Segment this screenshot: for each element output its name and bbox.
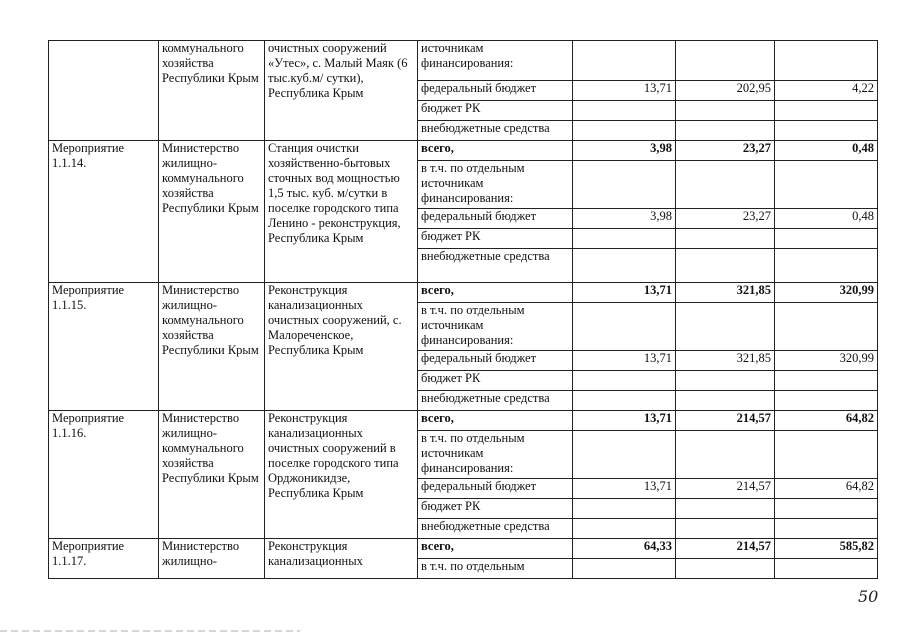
amount-cell	[775, 101, 878, 121]
amount-cell: 13,71	[573, 479, 676, 499]
funding-source-cell: бюджет РК	[418, 229, 573, 249]
amount-cell	[775, 519, 878, 539]
funding-source-cell: внебюджетные средства	[418, 121, 573, 141]
amount-cell: 13,71	[573, 81, 676, 101]
funding-source-cell: бюджет РК	[418, 499, 573, 519]
table-row	[49, 141, 878, 161]
executor-cell: коммунального хозяйства Республики Крым	[159, 41, 265, 141]
funding-source-cell: всего,	[418, 539, 573, 559]
amount-cell: 4,22	[775, 81, 878, 101]
amount-cell	[573, 391, 676, 411]
scan-artifact	[0, 630, 300, 632]
amount-cell	[775, 391, 878, 411]
amount-cell: 321,85	[676, 283, 775, 303]
table-row	[49, 411, 878, 431]
amount-cell: 320,99	[775, 351, 878, 371]
amount-cell: 13,71	[573, 283, 676, 303]
funding-source-cell: бюджет РК	[418, 371, 573, 391]
funding-source-cell: федеральный бюджет	[418, 351, 573, 371]
funding-source-cell: внебюджетные средства	[418, 249, 573, 283]
amount-cell	[676, 41, 775, 81]
amount-cell	[775, 249, 878, 283]
amount-cell	[676, 431, 775, 479]
amount-cell	[573, 229, 676, 249]
amount-cell	[573, 249, 676, 283]
event-cell: Мероприятие 1.1.15.	[49, 283, 159, 411]
object-cell: Реконструкция канализационных	[265, 539, 418, 579]
amount-cell: 3,98	[573, 209, 676, 229]
funding-source-cell: всего,	[418, 411, 573, 431]
amount-cell	[573, 161, 676, 209]
object-cell: Реконструкция канализационных очистных сооружений в поселке городского типа Орджоникидзе, Республика Крым	[265, 411, 418, 539]
table-row	[49, 539, 878, 559]
amount-cell	[775, 371, 878, 391]
funding-source-cell: в т.ч. по отдельным источникам финансирования:	[418, 161, 573, 209]
funding-source-cell: федеральный бюджет	[418, 209, 573, 229]
event-cell	[49, 41, 159, 141]
amount-cell	[573, 519, 676, 539]
amount-cell: 0,48	[775, 141, 878, 161]
amount-cell: 64,82	[775, 479, 878, 499]
amount-cell	[676, 101, 775, 121]
amount-cell	[775, 499, 878, 519]
funding-source-cell: внебюджетные средства	[418, 519, 573, 539]
funding-source-cell: всего,	[418, 283, 573, 303]
object-cell: Станция очистки хозяйственно-бытовых сточных вод мощностью 1,5 тыс. куб. м/сутки в поселке городского типа Ленино - реконструкция, Республика Крым	[265, 141, 418, 283]
funding-source-cell: внебюджетные средства	[418, 391, 573, 411]
table-row	[49, 41, 878, 81]
funding-source-cell: всего,	[418, 141, 573, 161]
amount-cell	[676, 121, 775, 141]
executor-cell: Министерство жилищно-коммунального хозяйства Республики Крым	[159, 141, 265, 283]
amount-cell	[676, 499, 775, 519]
funding-source-cell: федеральный бюджет	[418, 479, 573, 499]
amount-cell	[676, 559, 775, 579]
amount-cell	[775, 559, 878, 579]
amount-cell: 214,57	[676, 539, 775, 559]
amount-cell: 321,85	[676, 351, 775, 371]
table-row	[49, 283, 878, 303]
amount-cell	[676, 371, 775, 391]
amount-cell	[775, 229, 878, 249]
amount-cell	[676, 519, 775, 539]
amount-cell	[573, 41, 676, 81]
amount-cell: 214,57	[676, 411, 775, 431]
amount-cell	[573, 303, 676, 351]
amount-cell	[573, 121, 676, 141]
amount-cell	[676, 229, 775, 249]
event-cell: Мероприятие 1.1.16.	[49, 411, 159, 539]
amount-cell	[573, 431, 676, 479]
amount-cell: 23,27	[676, 141, 775, 161]
funding-source-cell: федеральный бюджет	[418, 81, 573, 101]
amount-cell: 214,57	[676, 479, 775, 499]
amount-cell	[775, 41, 878, 81]
object-cell: Реконструкция канализационных очистных сооружений, с. Малореченское, Республика Крым	[265, 283, 418, 411]
funding-source-cell: в т.ч. по отдельным источникам финансирования:	[418, 431, 573, 479]
amount-cell	[573, 499, 676, 519]
amount-cell	[775, 121, 878, 141]
funding-source-cell: бюджет РК	[418, 101, 573, 121]
amount-cell: 23,27	[676, 209, 775, 229]
amount-cell	[676, 391, 775, 411]
amount-cell: 320,99	[775, 283, 878, 303]
event-cell: Мероприятие 1.1.17.	[49, 539, 159, 579]
amount-cell	[676, 161, 775, 209]
funding-table	[48, 40, 878, 579]
amount-cell	[573, 101, 676, 121]
executor-cell: Министерство жилищно-коммунального хозяйства Республики Крым	[159, 283, 265, 411]
amount-cell: 0,48	[775, 209, 878, 229]
funding-source-cell: в т.ч. по отдельным источникам финансирования:	[418, 303, 573, 351]
amount-cell	[775, 303, 878, 351]
executor-cell: Министерство жилищно-коммунального хозяйства Республики Крым	[159, 411, 265, 539]
amount-cell	[775, 431, 878, 479]
amount-cell	[573, 559, 676, 579]
amount-cell: 202,95	[676, 81, 775, 101]
amount-cell: 64,33	[573, 539, 676, 559]
event-cell: Мероприятие 1.1.14.	[49, 141, 159, 283]
amount-cell	[676, 249, 775, 283]
amount-cell: 13,71	[573, 411, 676, 431]
executor-cell: Министерство жилищно-	[159, 539, 265, 579]
amount-cell	[676, 303, 775, 351]
amount-cell	[775, 161, 878, 209]
amount-cell: 585,82	[775, 539, 878, 559]
funding-source-cell: источникам финансирования:	[418, 41, 573, 81]
amount-cell: 13,71	[573, 351, 676, 371]
funding-source-cell: в т.ч. по отдельным	[418, 559, 573, 579]
object-cell: очистных сооружений «Утес», с. Малый Маяк (6 тыс.куб.м/ сутки), Республика Крым	[265, 41, 418, 141]
page-number: 50	[858, 587, 879, 606]
amount-cell: 64,82	[775, 411, 878, 431]
amount-cell	[573, 371, 676, 391]
amount-cell: 3,98	[573, 141, 676, 161]
